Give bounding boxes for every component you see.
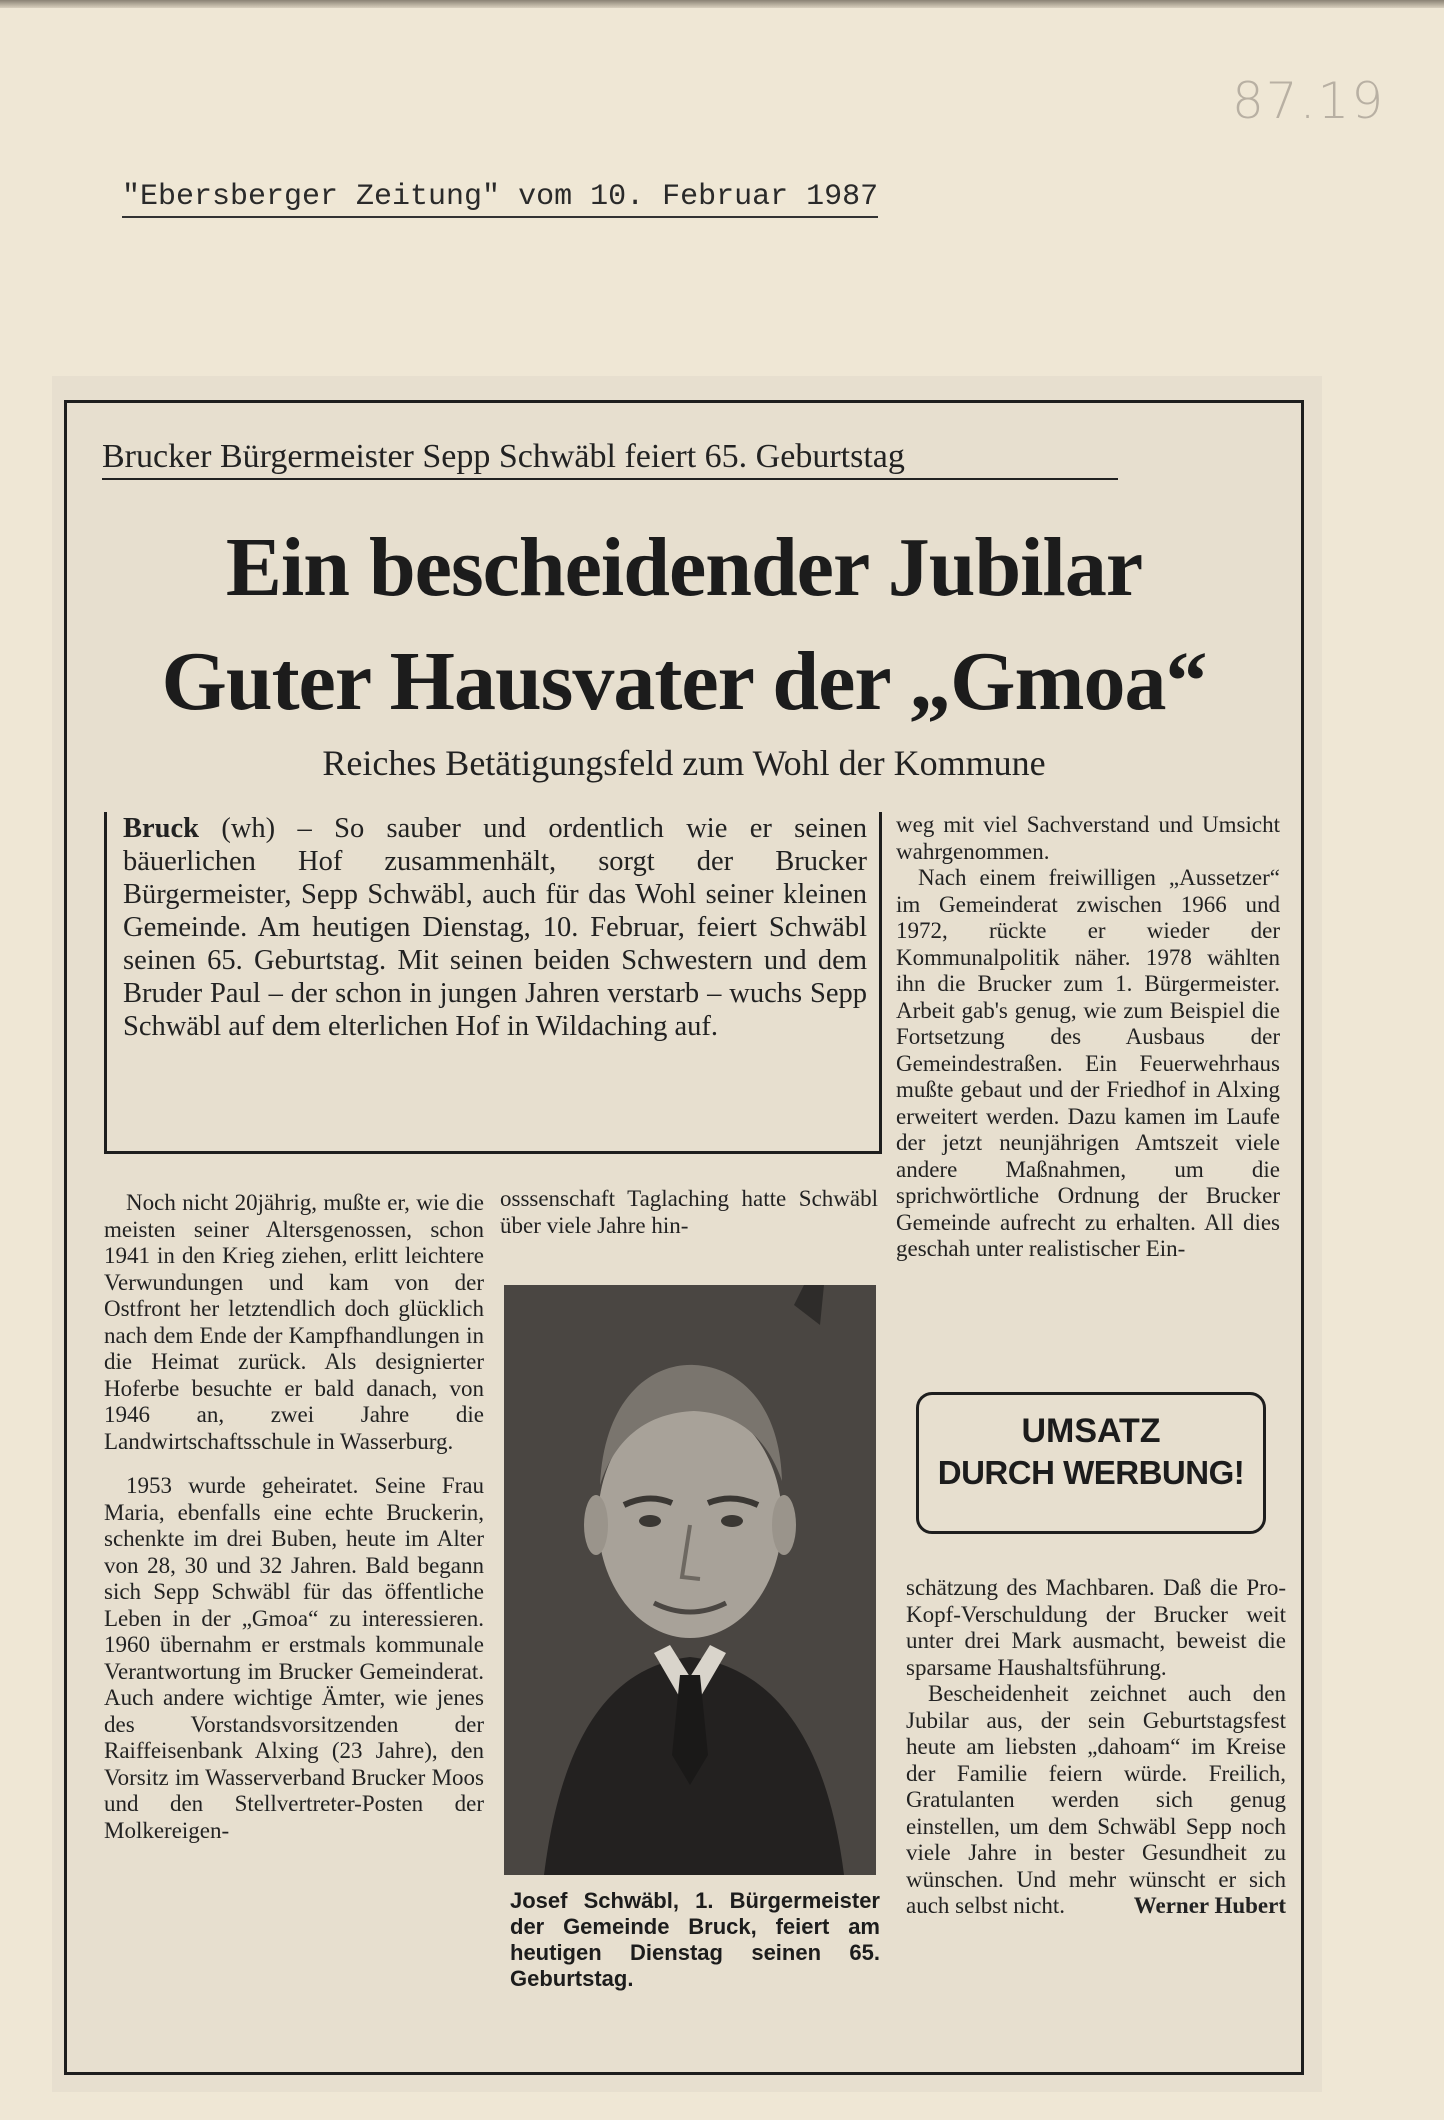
source-line: "Ebersberger Zeitung" vom 10. Februar 1987	[122, 180, 878, 218]
column-1	[104, 1190, 484, 1844]
column-2	[500, 1186, 878, 1239]
column-3-paragraph-1: weg mit viel Sachverstand und Umsicht wahrgenommen.	[896, 812, 1280, 864]
ad-line-1: UMSATZ	[1021, 1412, 1161, 1450]
column-2-text: osssenschaft Taglaching hatte Schwäbl über viele Jahre hin-	[500, 1186, 878, 1238]
headline-line-2: Guter Hausvater der „Gmoa“	[161, 635, 1207, 728]
column-3-top	[896, 812, 1280, 1263]
column-1-paragraph-1: Noch nicht 20jährig, mußte er, wie die meisten seiner Altersgenossen, schon 1941 in den Krieg ziehen, erlitt leichtere Verwundungen und kam von der Ostfront her letztendlich doch glücklich nach dem Ende der Kampfhandlungen in die Heimat zurück. Als designierter Hoferbe besuchte er bald danach, von 1946 an, zwei Jahre die Landwirtschaftsschule in Wasserburg.	[104, 1190, 484, 1454]
ad-line-2: DURCH WERBUNG!	[937, 1454, 1245, 1491]
column-3-paragraph-4-text: Bescheidenheit zeichnet auch den Jubilar aus, der sein Geburtstagsfest heute am liebsten „dahoam“ im Kreise der Familie feiern würde. Freilich, Gratulanten werden sich genug einstellen, um dem Schwäbl Sepp noch viele Jahre in bester Gesundheit zu wünschen. Und mehr wünscht er sich auch selbst nicht.	[906, 1681, 1286, 1918]
lead-paragraph	[104, 812, 882, 1154]
portrait-illustration	[504, 1285, 876, 1875]
headline-line-1: Ein bescheidender Jubilar	[225, 521, 1143, 614]
portrait-photo	[504, 1285, 876, 1875]
dateline: Bruck	[123, 813, 200, 844]
column-1-paragraph-2: 1953 wurde geheiratet. Seine Frau Maria, ebenfalls eine echte Bruckerin, schenkte im drei Buben, heute im Alter von 28, 30 und 32 Jahren. Bald begann sich Sepp Schwäbl für das öffentliche Leben in der „Gmoa“ zu interessieren. 1960 übernahm er erstmals kommunale Verantwortung im Brucker Gemeinderat. Auch andere wichtige Ämter, wie jenes des Vorstandsvorsitzenden der Raiffeisenbank Alxing (23 Jahre), den Vorsitz im Wasserverband Brucker Moos und den Stellvertreter-Posten der Molkereigen-	[104, 1473, 484, 1843]
column-3-bottom	[906, 1575, 1286, 1920]
byline: Werner Hubert	[1133, 1893, 1286, 1918]
scan-edge	[0, 0, 1444, 8]
column-3-paragraph-2: Nach einem freiwilligen „Aussetzer“ im Gemeinderat zwischen 1966 und 1972, rückte er wieder der Kommunalpolitik näher. 1978 wählten ihn die Brucker zum 1. Bürgermeister. Arbeit gab's genug, wie zum Beispiel die Fortsetzung des Ausbaus der Gemeindestraßen. Ein Feuerwehrhaus mußte gebaut und der Friedhof in Alxing erweitert werden. Dazu kamen im Laufe der jetzt neunjährigen Amtszeit viele andere Maßnahmen, um die sprichwörtliche Ordnung der Brucker Gemeinde aufrecht zu erhalten. All dies geschah unter realistischer Ein-	[896, 865, 1280, 1261]
column-3-paragraph-4	[906, 1681, 1286, 1920]
article-kicker: Brucker Bürgermeister Sepp Schwäbl feiert 65. Geburtstag	[102, 438, 1118, 480]
lead-text: (wh) – So sauber und ordentlich wie er seinen bäuerlichen Hof zusammenhält, sorgt der Brucker Bürgermeister, Sepp Schwäbl, auch für das Wohl seiner kleinen Gemeinde. Am heutigen Dienstag, 10. Februar, feiert Schwäbl seinen 65. Geburtstag. Mit seinen beiden Schwestern und dem Bruder Paul – der schon in jungen Jahren verstarb – wuchs Sepp Schwäbl auf dem elterlichen Hof in Wildaching auf.	[123, 813, 867, 1042]
article-subhead: Reiches Betätigungsfeld zum Wohl der Kommune	[322, 743, 1046, 783]
archive-note: 87.19	[1232, 72, 1386, 130]
photo-caption: Josef Schwäbl, 1. Bürgermeister der Gemeinde Bruck, feiert am heutigen Dienstag seinen 65. Geburtstag.	[510, 1888, 880, 1991]
column-3-paragraph-3: schätzung des Machbaren. Daß die Pro-Kopf-Verschuldung der Brucker weit unter drei Mark ausmacht, beweist die sparsame Haushaltsführung.	[906, 1575, 1286, 1680]
advertisement-box	[916, 1392, 1266, 1534]
